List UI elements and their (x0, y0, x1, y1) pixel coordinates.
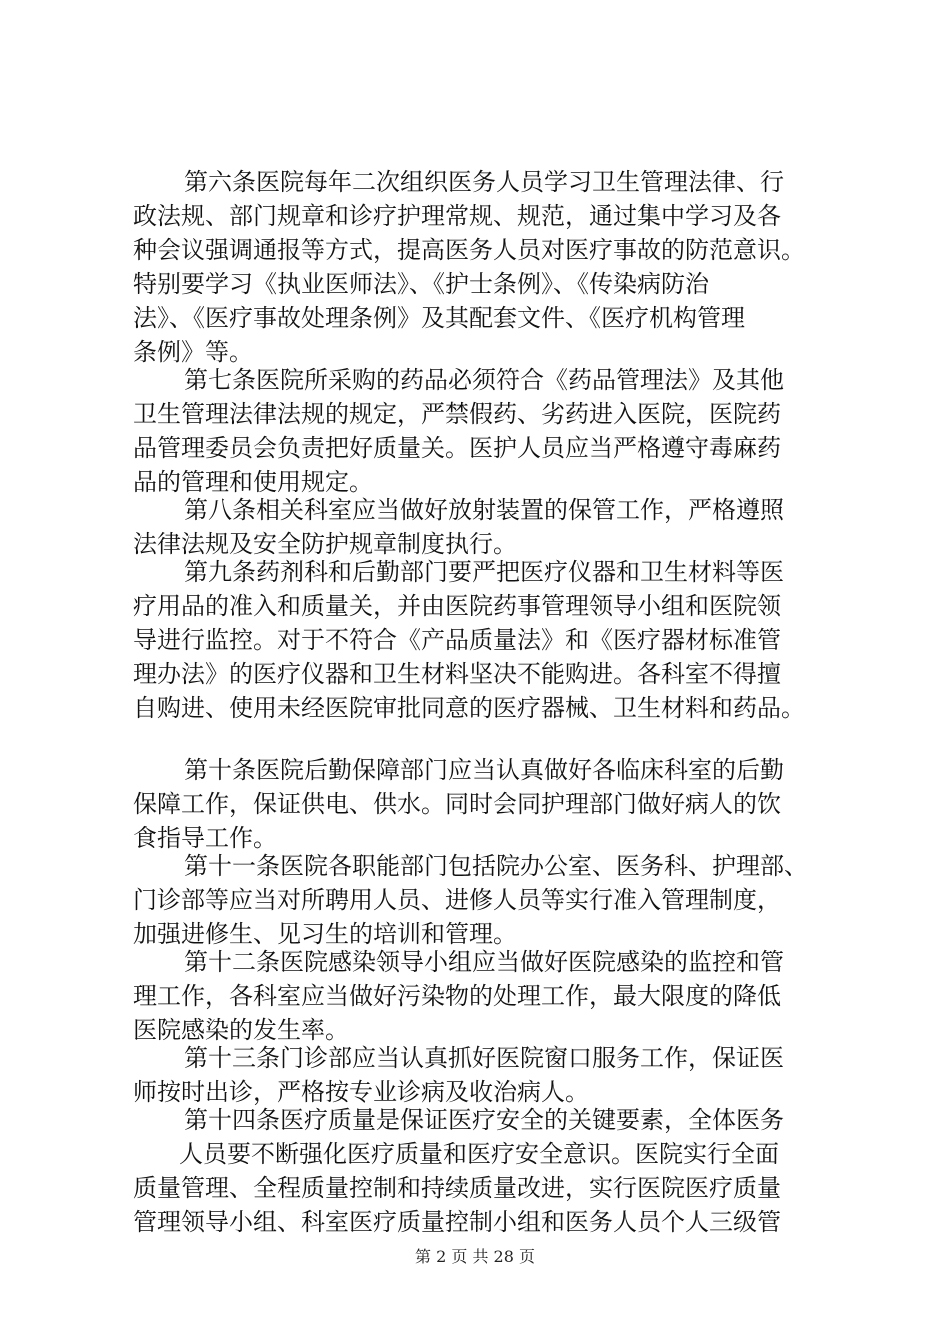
text-line: 第九条药剂科和后勤部门要严把医疗仪器和卫生材料等医 (184, 558, 784, 586)
text-line: 门诊部等应当对所聘用人员、进修人员等实行准入管理制度， (133, 886, 781, 914)
text-line: 加强进修生、见习生的培训和管理。 (133, 920, 517, 948)
text-line: 第十条医院后勤保障部门应当认真做好各临床科室的后勤 (184, 756, 784, 784)
text-line: 种会议强调通报等方式，提高医务人员对医疗事故的防范意识。 (133, 236, 805, 264)
text-line: 法律法规及安全防护规章制度执行。 (133, 530, 517, 558)
text-line: 理工作，各科室应当做好污染物的处理工作，最大限度的降低 (133, 982, 781, 1010)
text-line: 政法规、部门规章和诊疗护理常规、规范，通过集中学习及各 (133, 202, 781, 230)
text-line: 特别要学习《执业医师法》、《护士条例》、《传染病防治 (133, 270, 709, 298)
text-line: 第十三条门诊部应当认真抓好医院窗口服务工作，保证医 (184, 1044, 784, 1072)
text-line: 卫生管理法律法规的规定，严禁假药、劣药进入医院，医院药 (133, 400, 781, 428)
text-line: 品管理委员会负责把好质量关。医护人员应当严格遵守毒麻药 (133, 434, 781, 462)
page-number-footer: 第 2 页 共 28 页 (415, 1247, 535, 1266)
text-line: 人员要不断强化医疗质量和医疗安全意识。医院实行全面 (179, 1140, 779, 1168)
text-line: 自购进、使用未经医院审批同意的医疗器械、卫生材料和药品。 (133, 694, 805, 722)
text-line: 第十一条医院各职能部门包括院办公室、医务科、护理部、 (184, 852, 808, 880)
text-line: 管理领导小组、科室医疗质量控制小组和医务人员个人三级管 (133, 1208, 781, 1236)
text-line: 疗用品的准入和质量关，并由医院药事管理领导小组和医院领 (133, 592, 781, 620)
text-line: 品的管理和使用规定。 (133, 468, 373, 496)
text-line: 法》、《医疗事故处理条例》及其配套文件、《医疗机构管理 (133, 304, 745, 332)
text-line: 质量管理、全程质量控制和持续质量改进，实行医院医疗质量 (133, 1174, 781, 1202)
text-line: 导进行监控。对于不符合《产品质量法》和《医疗器材标准管 (133, 626, 781, 654)
text-line: 第十二条医院感染领导小组应当做好医院感染的监控和管 (184, 948, 784, 976)
text-line: 理办法》的医疗仪器和卫生材料坚决不能购进。各科室不得擅 (133, 660, 781, 688)
text-line: 保障工作，保证供电、供水。同时会同护理部门做好病人的饮 (133, 790, 781, 818)
text-line: 师按时出诊，严格按专业诊病及收治病人。 (133, 1078, 589, 1106)
text-line: 食指导工作。 (133, 824, 277, 852)
text-line: 条例》等。 (133, 338, 253, 366)
text-line: 第十四条医疗质量是保证医疗安全的关键要素，全体医务 (184, 1106, 784, 1134)
text-line: 第八条相关科室应当做好放射装置的保管工作，严格遵照 (184, 496, 784, 524)
text-line: 医院感染的发生率。 (133, 1016, 349, 1044)
text-line: 第七条医院所采购的药品必须符合《药品管理法》及其他 (184, 366, 784, 394)
text-line: 第六条医院每年二次组织医务人员学习卫生管理法律、行 (184, 168, 784, 196)
